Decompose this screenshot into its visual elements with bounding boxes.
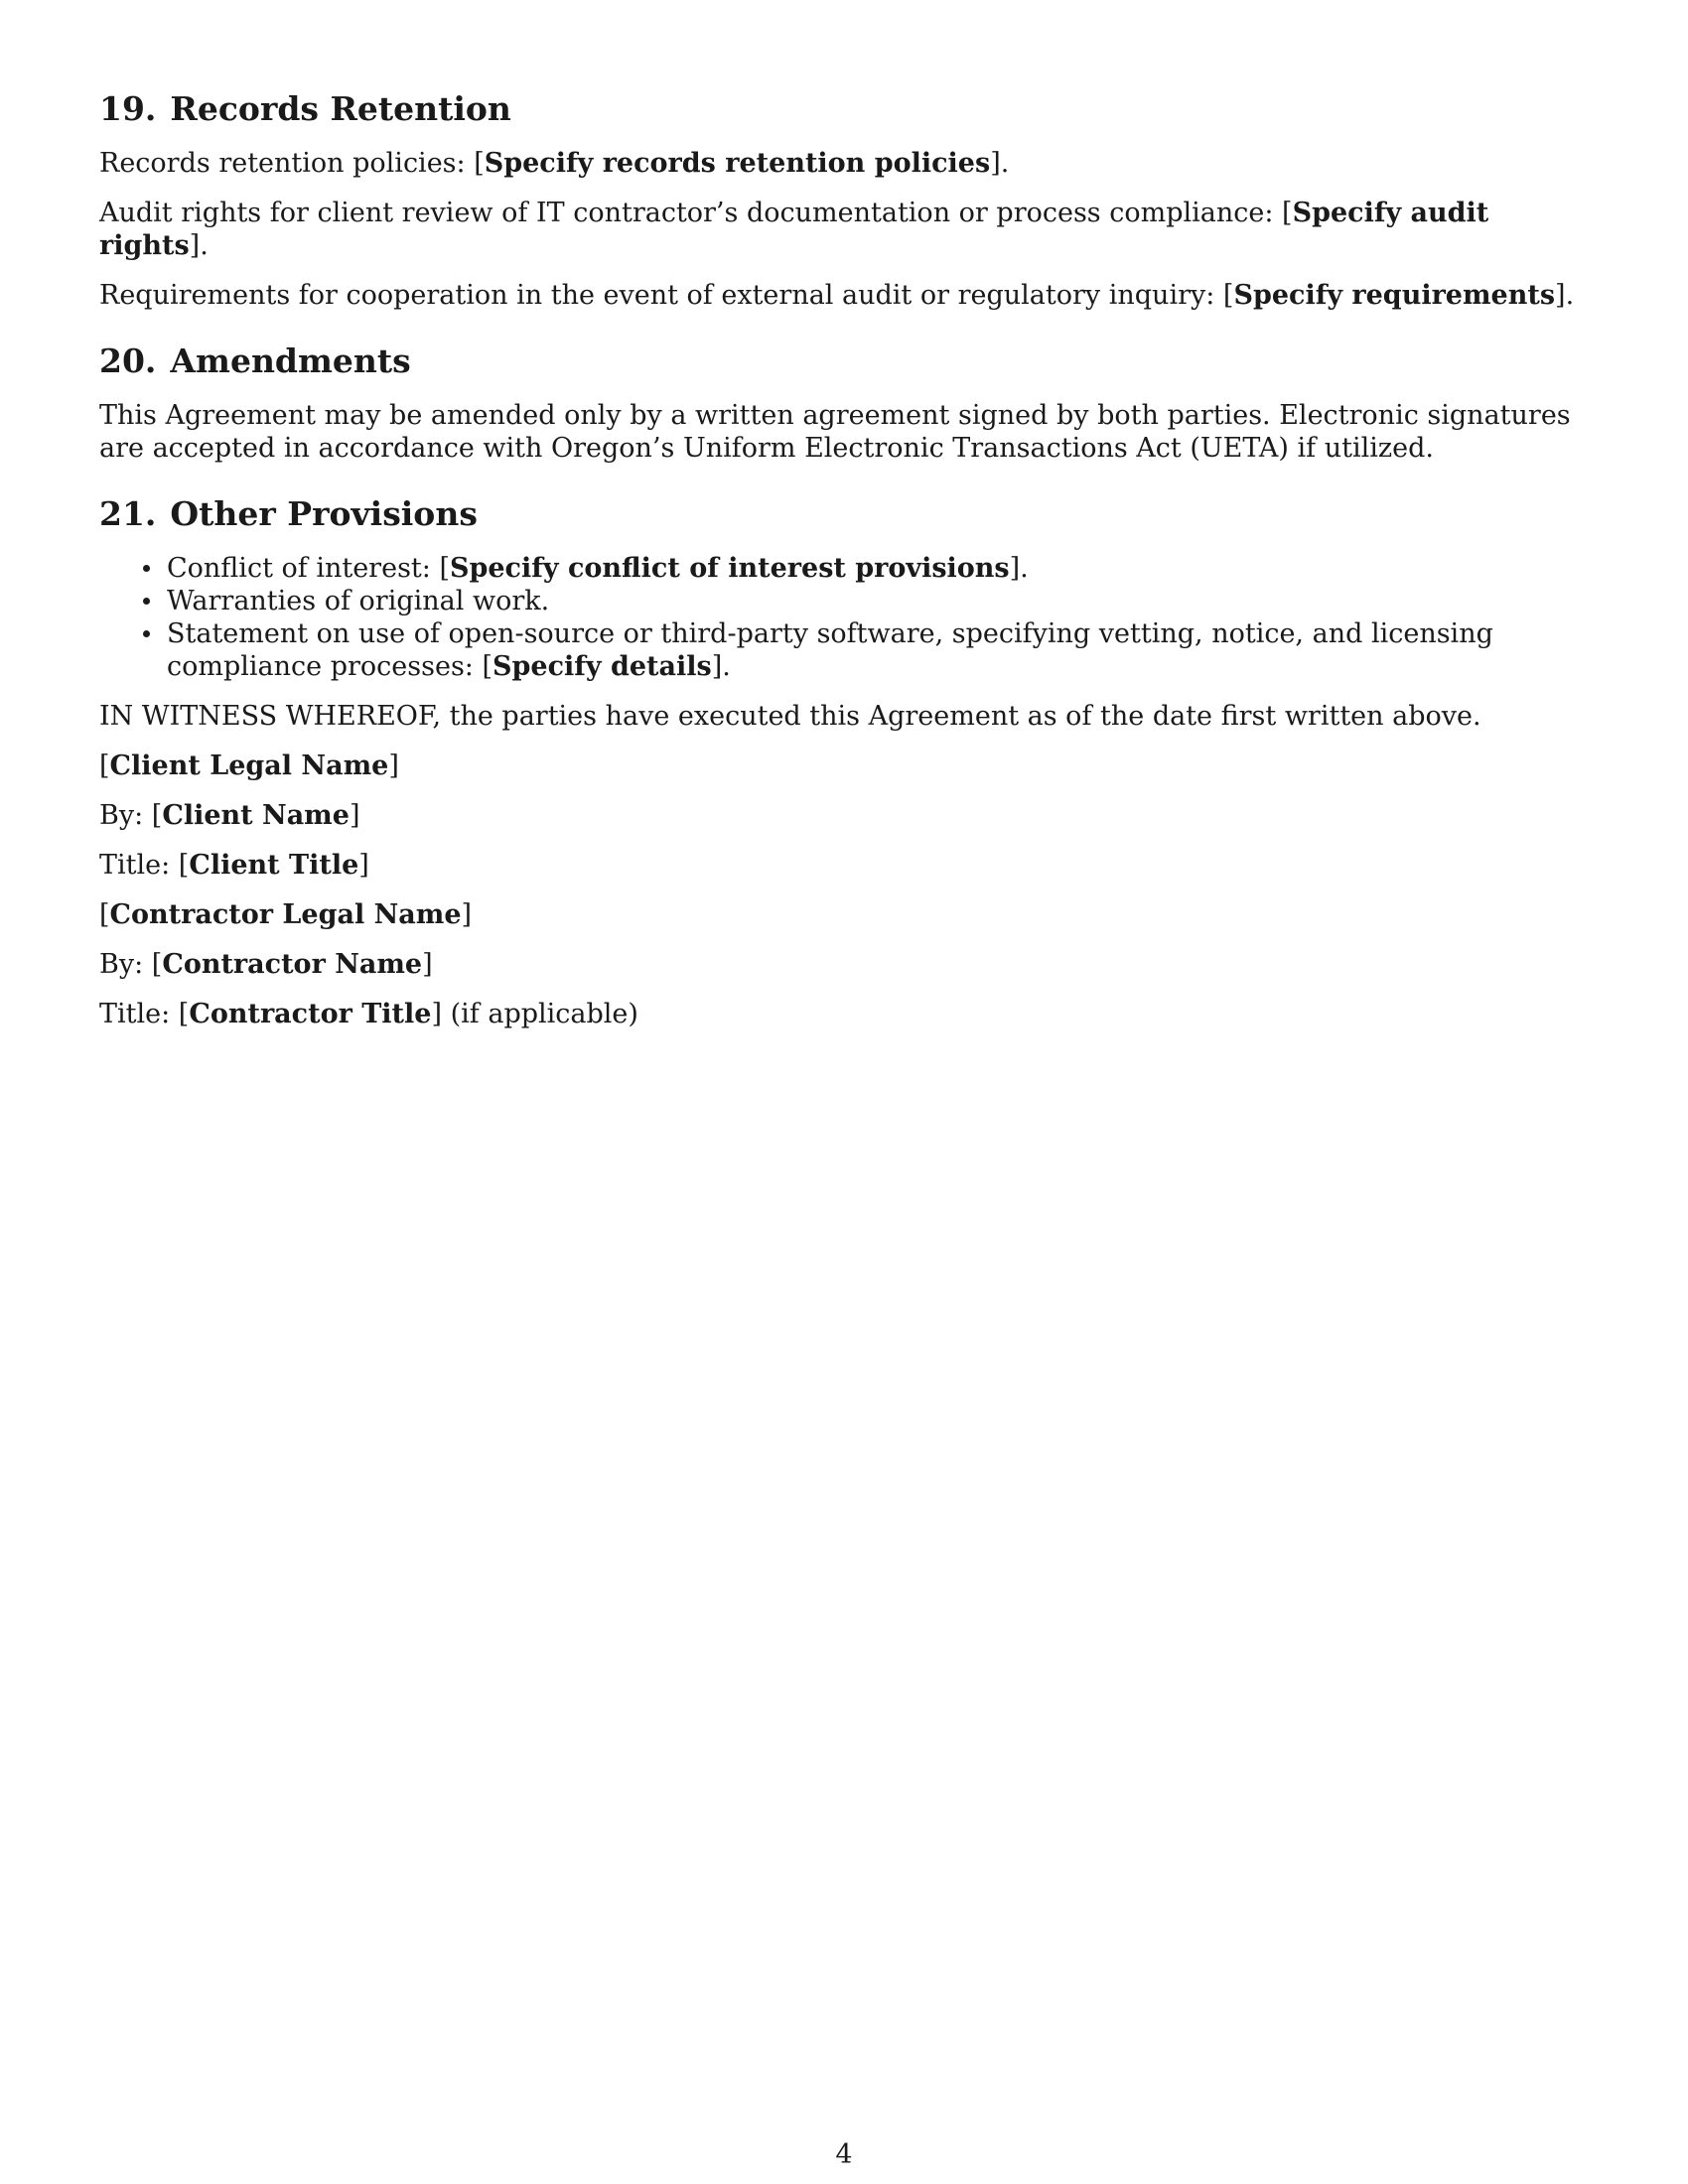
- witness-statement: IN WITNESS WHEREOF, the parties have executed this Agreement as of the date first written above.: [99, 701, 1481, 732]
- contractor-by-line: By: [Contractor Name]: [99, 949, 433, 980]
- list-item: Statement on use of open-source or third-party software, specifying vetting, notice, and licensing compliance processes: [Specify details].: [167, 617, 1589, 683]
- paragraph-audit-rights: Audit rights for client review of IT contractor’s documentation or process compliance: [Specify audit rights].: [99, 198, 1489, 261]
- section-heading: 19. Records Retention: [99, 89, 511, 128]
- section-other-provisions: [99, 494, 1589, 683]
- list-item: Warranties of original work.: [167, 585, 1589, 617]
- contractor-title-line: Title: [Contractor Title] (if applicable): [99, 999, 638, 1029]
- contractor-legal-name: [Contractor Legal Name]: [99, 899, 473, 930]
- client-title-line: Title: [Client Title]: [99, 850, 369, 881]
- document-page: [99, 89, 1589, 1047]
- paragraph-records-retention: Records retention policies: [Specify records retention policies].: [99, 148, 1010, 179]
- client-by-line: By: [Client Name]: [99, 800, 360, 831]
- section-amendments: [99, 341, 1589, 465]
- client-legal-name: [Client Legal Name]: [99, 751, 399, 781]
- paragraph-amendments: This Agreement may be amended only by a written agreement signed by both parties. Electronic signatures are accepted in accordance with Oregon’s Uniform Electronic Transactions Act (UETA) if utilized.: [99, 400, 1571, 464]
- section-records-retention: [99, 89, 1589, 312]
- page-number: 4: [835, 2139, 853, 2170]
- section-heading: 21. Other Provisions: [99, 494, 478, 533]
- provisions-list: [99, 552, 1589, 683]
- list-item: Conflict of interest: [Specify conflict of interest provisions].: [167, 552, 1589, 585]
- paragraph-cooperation: Requirements for cooperation in the event of external audit or regulatory inquiry: [Specify requirements].: [99, 280, 1575, 311]
- section-heading: 20. Amendments: [99, 341, 411, 380]
- signature-block: [99, 750, 1589, 1030]
